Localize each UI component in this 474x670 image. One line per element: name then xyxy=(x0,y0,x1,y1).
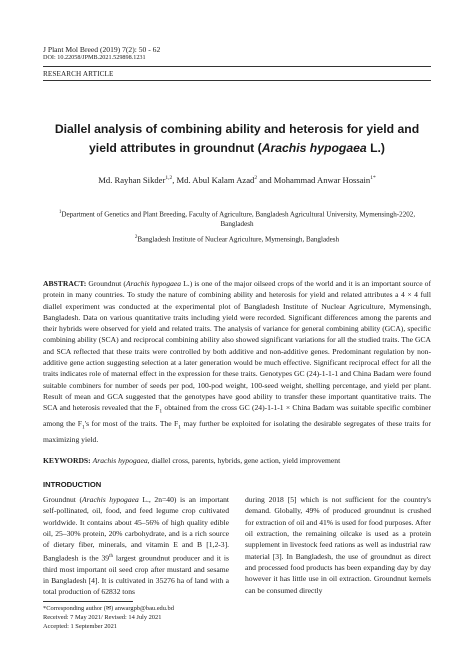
author-1: Md. Rayhan Sikder xyxy=(98,175,166,185)
title-species: Arachis hypogaea xyxy=(261,141,367,155)
corresponding-author[interactable]: *Corresponding author (✉) anwargpb@bau.edu.bd xyxy=(43,605,174,612)
abstract: ABSTRACT: Groundnut (Arachis hypogaea L.) is one of the major oilseed crops of the world and it is an important source of protein in many countries. To study the nature of combining ability and heterosis for yield and related attributes a 4 × 4 full diallel experiment was conducted at the experimental plot of Bangladesh Institute of Nuclear Agriculture, Mymensingh, Bangladesh. Data on various quantitative traits including yield were recorded. Significant differences among the parents and their hybrids were observed for yield and related traits. The analysis of variance for general combining ability (GCA), specific combining ability (SCA) and reciprocal combining ability also showed significant variations for all the studied traits. The GCA and SCA reflected that these traits were controlled by both additive and non-additive genes. Predominant regulation by non-additive gene action suggesting selection at a later generation would be much effective. Significant reciprocal effect for all the traits indicates role of maternal effect in the expression for these traits. Genotypes GC (24)-1-1-1 and China Badam were found suitable combiners for number of seeds per pod, 100-pod weight, 100-seed weight, shelling percentage, and yield per plant. Result of mean and GCA suggested that the genotypes have good ability to transfer these important quantitative traits. The SCA and heterosis revealed that the $F_1$ obtained from the cross GC (24)-1-1-1 × China Badam was suitable specific combiner among the $F_1's$ for most of the traits. The $F_1$ may further be exploited for isolating the desirable segregates of these traits for maximizing yield. xyxy=(43,279,432,444)
header-rule-top xyxy=(43,66,431,67)
keywords-label: KEYWORDS: xyxy=(43,456,91,465)
affiliation-1: $^1$Department of Genetics and Plant Breeding, Faculty of Agriculture, Bangladesh Agricultural University, Mymensingh-2202, Bangladesh xyxy=(58,210,416,229)
journal-citation: J Plant Mol Breed (2019) 7(2): 50 - 62 xyxy=(43,45,161,54)
footnote-rule xyxy=(43,601,133,602)
keywords: KEYWORDS: Arachis hypogaea, diallel cross, parents, hybrids, gene action, yield improvement xyxy=(43,456,341,465)
author-3: and Mohammad Anwar Hossain xyxy=(257,175,371,185)
intro-column-left: Groundnut (Arachis hypogaea L., 2n=40) is an important self-pollinated, oil, food, and feed legume crop cultivated worldwide. It contains about 45–56% of high quality edible oil, 25–30% protein, 20% carbohydrate, and is a rich source of dietary fiber, minerals, and vitamin E and B [1,2-3]. Bangladesh is the 39th largest groundnut producer and it is third most important oil seed crop after mustard and sesame in Bangladesh [4]. It is cultivated in 35276 ha of land with a total production of 62832 tons xyxy=(43,495,229,597)
article-title: Diallel analysis of combining ability and heterosis for yield and yield attributes in groundnut (Arachis hypogaea L.) xyxy=(54,122,420,155)
intro-column-right: during 2018 [5] which is not sufficient for the country's demand. Globally, 49% of produced groundnut is crushed for extraction of oil and 41% is used for food purposes. After oil extraction, the remaining oilcake is used as a protein supplement in livestock feed rations as well as industrial raw material [3]. In Bangladesh, the use of groundnut as direct and processed food products has been expanding day by day however it has little use in oil extraction. Groundnut kernels can be consumed directly xyxy=(245,495,431,595)
accepted-date: Accepted: 1 September 2021 xyxy=(43,623,118,630)
author-list: Md. Rayhan Sikder$^{1,2}$, Md. Abul Kalam Azad$^2$ and Mohammad Anwar Hossain$^{1*}$ xyxy=(98,175,376,185)
section-heading-introduction: INTRODUCTION xyxy=(43,480,102,489)
header-rule-bottom xyxy=(43,80,431,81)
affiliation-2: $^2$Bangladesh Institute of Nuclear Agriculture, Mymensingh, Bangladesh xyxy=(134,235,340,244)
doi[interactable]: DOI: 10.22058/JPMB.2021.529898.1231 xyxy=(43,54,146,61)
author-2: , Md. Abul Kalam Azad xyxy=(172,175,255,185)
abstract-label: ABSTRACT: xyxy=(43,279,87,288)
received-date: Received: 7 May 2021/ Revised: 14 July 2021 xyxy=(43,614,162,621)
article-type: RESEARCH ARTICLE xyxy=(43,70,114,78)
